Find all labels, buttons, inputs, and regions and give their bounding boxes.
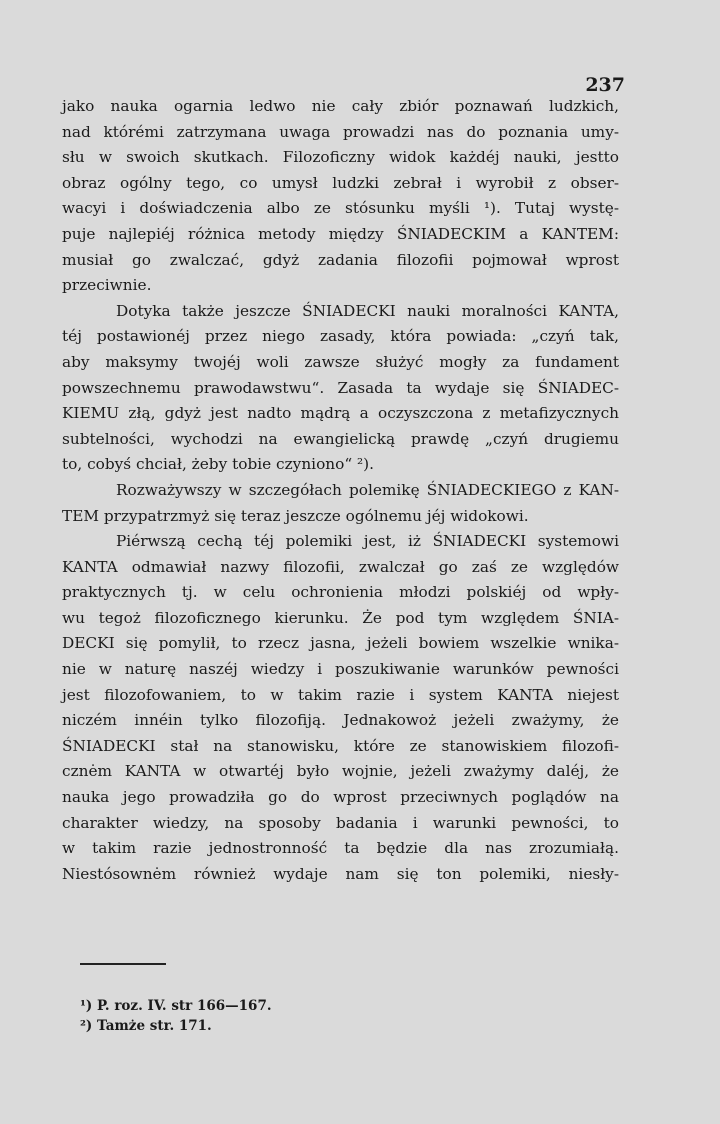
paragraph-1	[62, 94, 619, 299]
text-line: KANTA odmawiał nazwy filozofii, zwalczał go zaś ze względów	[62, 557, 619, 576]
page-number: 237	[585, 74, 625, 96]
text-line: puje najlepiéj różnica metody między ŚNIADECKIM a KANTEM:	[62, 224, 619, 243]
text-line: Piérwszą cechą téj polemiki jest, iż ŚNIADECKI systemowi	[116, 532, 619, 551]
text-line: DECKI się pomylił, to rzecz jasna, jeżeli bowiem wszelkie wnika-	[62, 634, 619, 653]
text-line: praktycznych tj. w celu ochronienia młodzi polskiéj od wpły-	[62, 583, 619, 602]
text-line: obraz ogólny tego, co umysł ludzki zebrał i wyrobił z obser-	[62, 173, 619, 192]
text-line: nie w naturę naszéj wiedzy i poszukiwanie warunków pewności	[62, 660, 619, 679]
paragraph-2	[62, 299, 619, 478]
text-line: TEM przypatrzmyż się teraz jeszcze ogólnemu jéj widokowi.	[62, 506, 529, 525]
text-line: wu tegoż filozoficznego kierunku. Że pod tym względem ŚNIA-	[62, 608, 619, 627]
text-line: Dotyka także jeszcze ŚNIADECKI nauki moralności KANTA,	[116, 301, 619, 320]
text-line: Niestósownėm również wydaje nam się ton polemiki, niesły-	[62, 864, 619, 883]
footnote-divider	[80, 963, 166, 965]
text-line: nad którémi zatrzymana uwaga prowadzi nas do poznania umy-	[62, 122, 619, 141]
text-line: charakter wiedzy, na sposoby badania i warunki pewności, to	[62, 813, 619, 832]
text-line: wacyi i doświadczenia albo ze stósunku myśli ¹). Tutaj wystę-	[62, 199, 619, 218]
text-line: w takim razie jednostronność ta będzie dla nas zrozumiałą.	[62, 839, 619, 858]
paragraph-4	[62, 529, 619, 887]
text-line: musiał go zwalczać, gdyż zadania filozofii pojmował wprost	[62, 250, 619, 269]
text-line: to, cobyś chciał, żeby tobie czyniono“ ²).	[62, 455, 374, 474]
footnote-2: ²) Tamże str. 171.	[80, 1018, 212, 1034]
text-line: aby maksymy twojéj woli zawsze służyć mogły za fundament	[62, 352, 619, 371]
text-line: niczém innéin tylko filozofiją. Jednakowoż jeżeli zważymy, że	[62, 711, 619, 730]
text-line: słu w swoich skutkach. Filozoficzny widok każdéj nauki, jestto	[62, 148, 619, 167]
text-line: jako nauka ogarnia ledwo nie cały zbiór poznawań ludzkich,	[62, 97, 619, 115]
text-line: ŚNIADECKI stał na stanowisku, które ze stanowiskiem filozofi-	[62, 736, 619, 755]
paragraph-3	[62, 478, 619, 529]
text-line: cznėm KANTA w otwartéj było wojnie, jeżeli zważymy daléj, że	[62, 762, 619, 781]
text-line: téj postawionéj przez niego zasady, która powiada: „czyń tak,	[62, 327, 619, 346]
text-line: KIEMU złą, gdyż jest nadto mądrą a oczyszczona z metafizycznych	[62, 404, 619, 423]
text-line: przeciwnie.	[62, 276, 152, 295]
text-line: jest filozofowaniem, to w takim razie i system KANTA niejest	[62, 685, 619, 704]
body-text	[62, 94, 619, 887]
text-line: subtelności, wychodzi na ewangielicką prawdę „czyń drugiemu	[62, 429, 619, 448]
text-line: nauka jego prowadziła go do wprost przeciwnych poglądów na	[62, 788, 619, 807]
footnote-1: ¹) P. roz. IV. str 166—167.	[80, 998, 272, 1014]
footnotes	[80, 996, 480, 1036]
text-line: powszechnemu prawodawstwu“. Zasada ta wydaje się ŚNIADEC-	[62, 378, 619, 397]
text-line: Rozważywszy w szczegółach polemikę ŚNIADECKIEGO z KAN-	[116, 480, 619, 499]
